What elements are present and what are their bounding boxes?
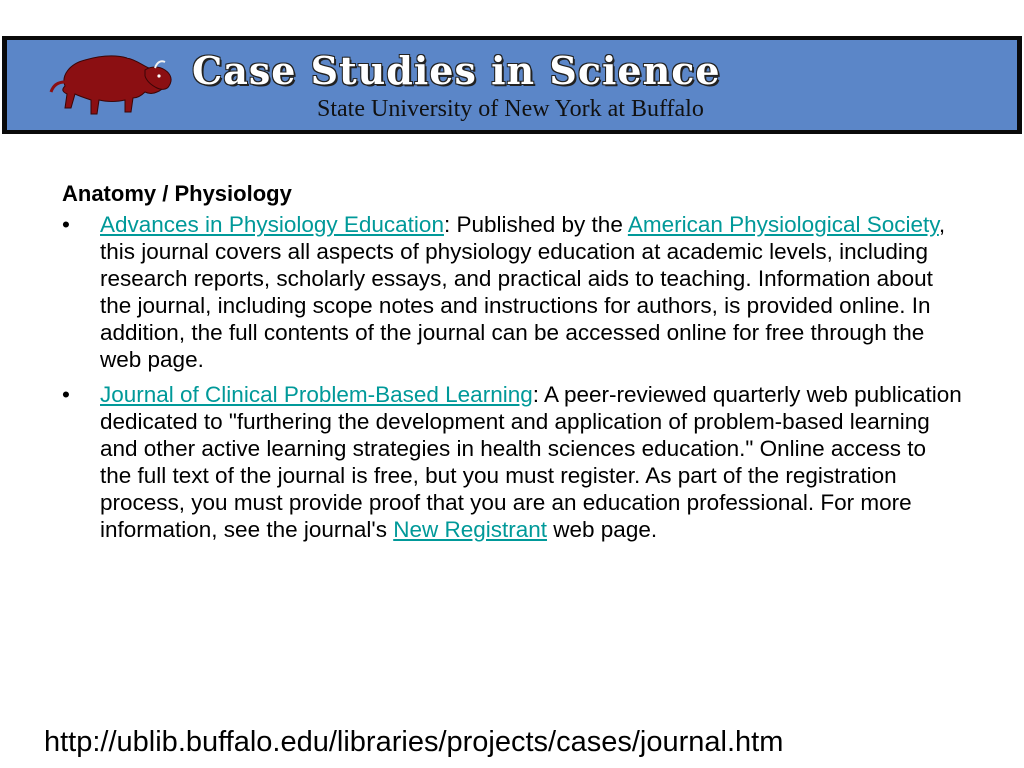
list-item: [62, 211, 962, 373]
banner-subtitle: State University of New York at Buffalo: [317, 96, 704, 122]
entry-text: : Published by the: [443, 212, 628, 237]
journal-clinical-pbl-link[interactable]: Journal of Clinical Problem-Based Learning: [100, 382, 533, 407]
buffalo-icon: [47, 46, 177, 124]
entry-text: : A peer-reviewed quarterly web publication dedicated to "furthering the development and application of problem-based learning and other active learning strategies in health sciences education." Online access to the full text of the journal is free, but you must register. As part of the registration process, you must provide proof that you are an education professional. For more information, see the journal's: [100, 382, 962, 542]
banner-title: Case Studies in Science: [192, 48, 721, 93]
banner-panel: [7, 40, 1017, 130]
list-item: [62, 381, 962, 543]
section-heading: Anatomy / Physiology: [62, 181, 292, 206]
bullet-icon: •: [62, 212, 70, 237]
main-content: [62, 180, 962, 551]
new-registrant-link[interactable]: New Registrant: [393, 517, 548, 542]
entry-text: web page.: [547, 517, 658, 542]
entry-text: , this journal covers all aspects of physiology education at academic levels, including research reports, scholarly essays, and practical aids to teaching. Information about the journal, including scope notes and instructions for authors, is provided online. In addition, the full contents of the journal can be accessed online for free through the web page.: [100, 212, 946, 372]
source-url: http://ublib.buffalo.edu/libraries/projects/cases/journal.htm: [44, 726, 784, 758]
american-physiological-society-link[interactable]: American Physiological Society: [627, 212, 939, 237]
bullet-icon: •: [62, 382, 70, 407]
advances-physiology-education-link[interactable]: Advances in Physiology Education: [100, 212, 444, 237]
banner: [2, 36, 1022, 134]
journal-list: [62, 211, 962, 543]
